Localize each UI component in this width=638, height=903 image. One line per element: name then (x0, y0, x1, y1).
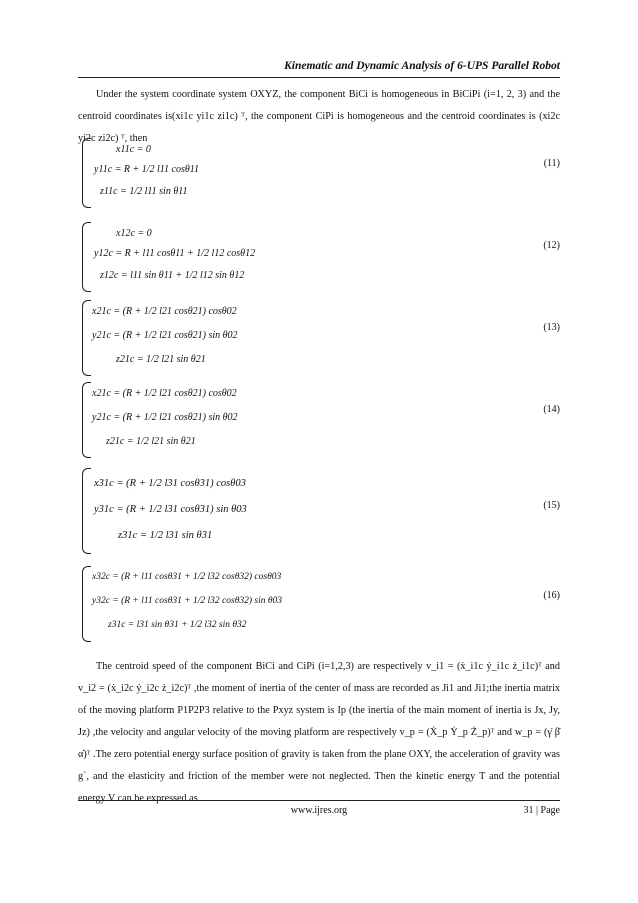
equation-13 (78, 300, 560, 376)
equation-line: x21c = (R + 1/2 l21 cosθ21) cosθ02 (92, 388, 237, 399)
equation-line: x21c = (R + 1/2 l21 cosθ21) cosθ02 (92, 306, 237, 317)
equation-16 (78, 566, 560, 642)
equation-line: y32c = (R + l11 cosθ31 + 1/2 l32 cosθ32) sin θ03 (92, 596, 283, 606)
equation-brace (82, 300, 91, 376)
equation-11 (78, 138, 560, 208)
equation-number: (12) (543, 240, 560, 251)
running-head-title: Kinematic and Dynamic Analysis of 6-UPS Parallel Robot (284, 60, 560, 72)
equation-line: x32c = (R + l11 cosθ31 + 1/2 l32 cosθ32) cosθ03 (92, 572, 282, 582)
paragraph-1-text: Under the system coordinate system OXYZ, the component BiCi is homogeneous in BiCiPi (i=1, 2, 3) and the centroid coordinates is(xi1c yi1c zi1c) ᵀ, the component CiPi is homogeneous and the centroid coordinates is (xi2c yi2c zi2c) ᵀ, then (78, 89, 560, 144)
equation-14 (78, 382, 560, 458)
equation-12 (78, 222, 560, 292)
equation-line: z21c = 1/2 l21 sin θ21 (106, 436, 196, 447)
paragraph-2-text: The centroid speed of the component BiCi and CiPi (i=1,2,3) are respectively v_i1 = (ẋ_i1c ẏ_i1c ż_i1c)ᵀ and v_i2 = (ẋ_i2c ẏ_i2c ż_i2c)ᵀ ,the moment of inertia of the center of mass are recorded as Ji1 and Ji1;the inertia matrix of the moving platform P1P2P3 relative to the Pxyz system is Ip (the inertia of the main moment of inertia is Jx, Jy, Jz) ,the velocity and angular velocity of the moving platform are respectively v_p = (Ẋ_p Ẏ_p Ż_p)ᵀ and w_p = (γ̇ β̇ α̇)ᵀ .The zero potential energy surface position of gravity is taken from the plane OXY, the acceleration of gravity was g`, and the elasticity and friction of the member were not neglected. Then the kinetic energy T and the potential energy V can be expressed as (78, 661, 560, 804)
footer-url: www.ijres.org (290, 805, 348, 816)
equation-line: z11c = 1/2 l11 sin θ11 (100, 186, 188, 197)
equation-line: y12c = R + l11 cosθ11 + 1/2 l12 cosθ12 (94, 248, 256, 259)
equation-line: x11c = 0 (116, 144, 151, 155)
equation-line: y21c = (R + 1/2 l21 cosθ21) sin θ02 (92, 412, 238, 423)
equation-line: x31c = (R + 1/2 l31 cosθ31) cosθ03 (94, 478, 246, 489)
footer-rule (78, 800, 560, 801)
paragraph-2 (78, 656, 560, 810)
equation-brace (82, 222, 91, 292)
equation-line: z21c = 1/2 l21 sin θ21 (116, 354, 206, 365)
equation-15 (78, 468, 560, 554)
equation-brace (82, 138, 91, 208)
footer-page-number: 31 | Page (523, 805, 560, 816)
equation-number: (14) (543, 404, 560, 415)
equation-brace (82, 382, 91, 458)
equation-line: y31c = (R + 1/2 l31 cosθ31) sin θ03 (94, 504, 247, 515)
equation-line: y21c = (R + 1/2 l21 cosθ21) sin θ02 (92, 330, 238, 341)
equation-number: (15) (543, 500, 560, 511)
equation-line: z31c = 1/2 l31 sin θ31 (118, 530, 213, 541)
equation-brace (82, 566, 91, 642)
equation-line: z31c = l31 sin θ31 + 1/2 l32 sin θ32 (108, 620, 247, 630)
equation-number: (11) (543, 158, 560, 169)
equation-number: (16) (543, 590, 560, 601)
equation-line: x12c = 0 (116, 228, 152, 239)
equation-number: (13) (543, 322, 560, 333)
equation-line: z12c = l11 sin θ11 + 1/2 l12 sin θ12 (100, 270, 245, 281)
header-rule (78, 77, 560, 78)
equation-line: y11c = R + 1/2 l11 cosθ11 (94, 164, 200, 175)
equation-brace (82, 468, 91, 554)
